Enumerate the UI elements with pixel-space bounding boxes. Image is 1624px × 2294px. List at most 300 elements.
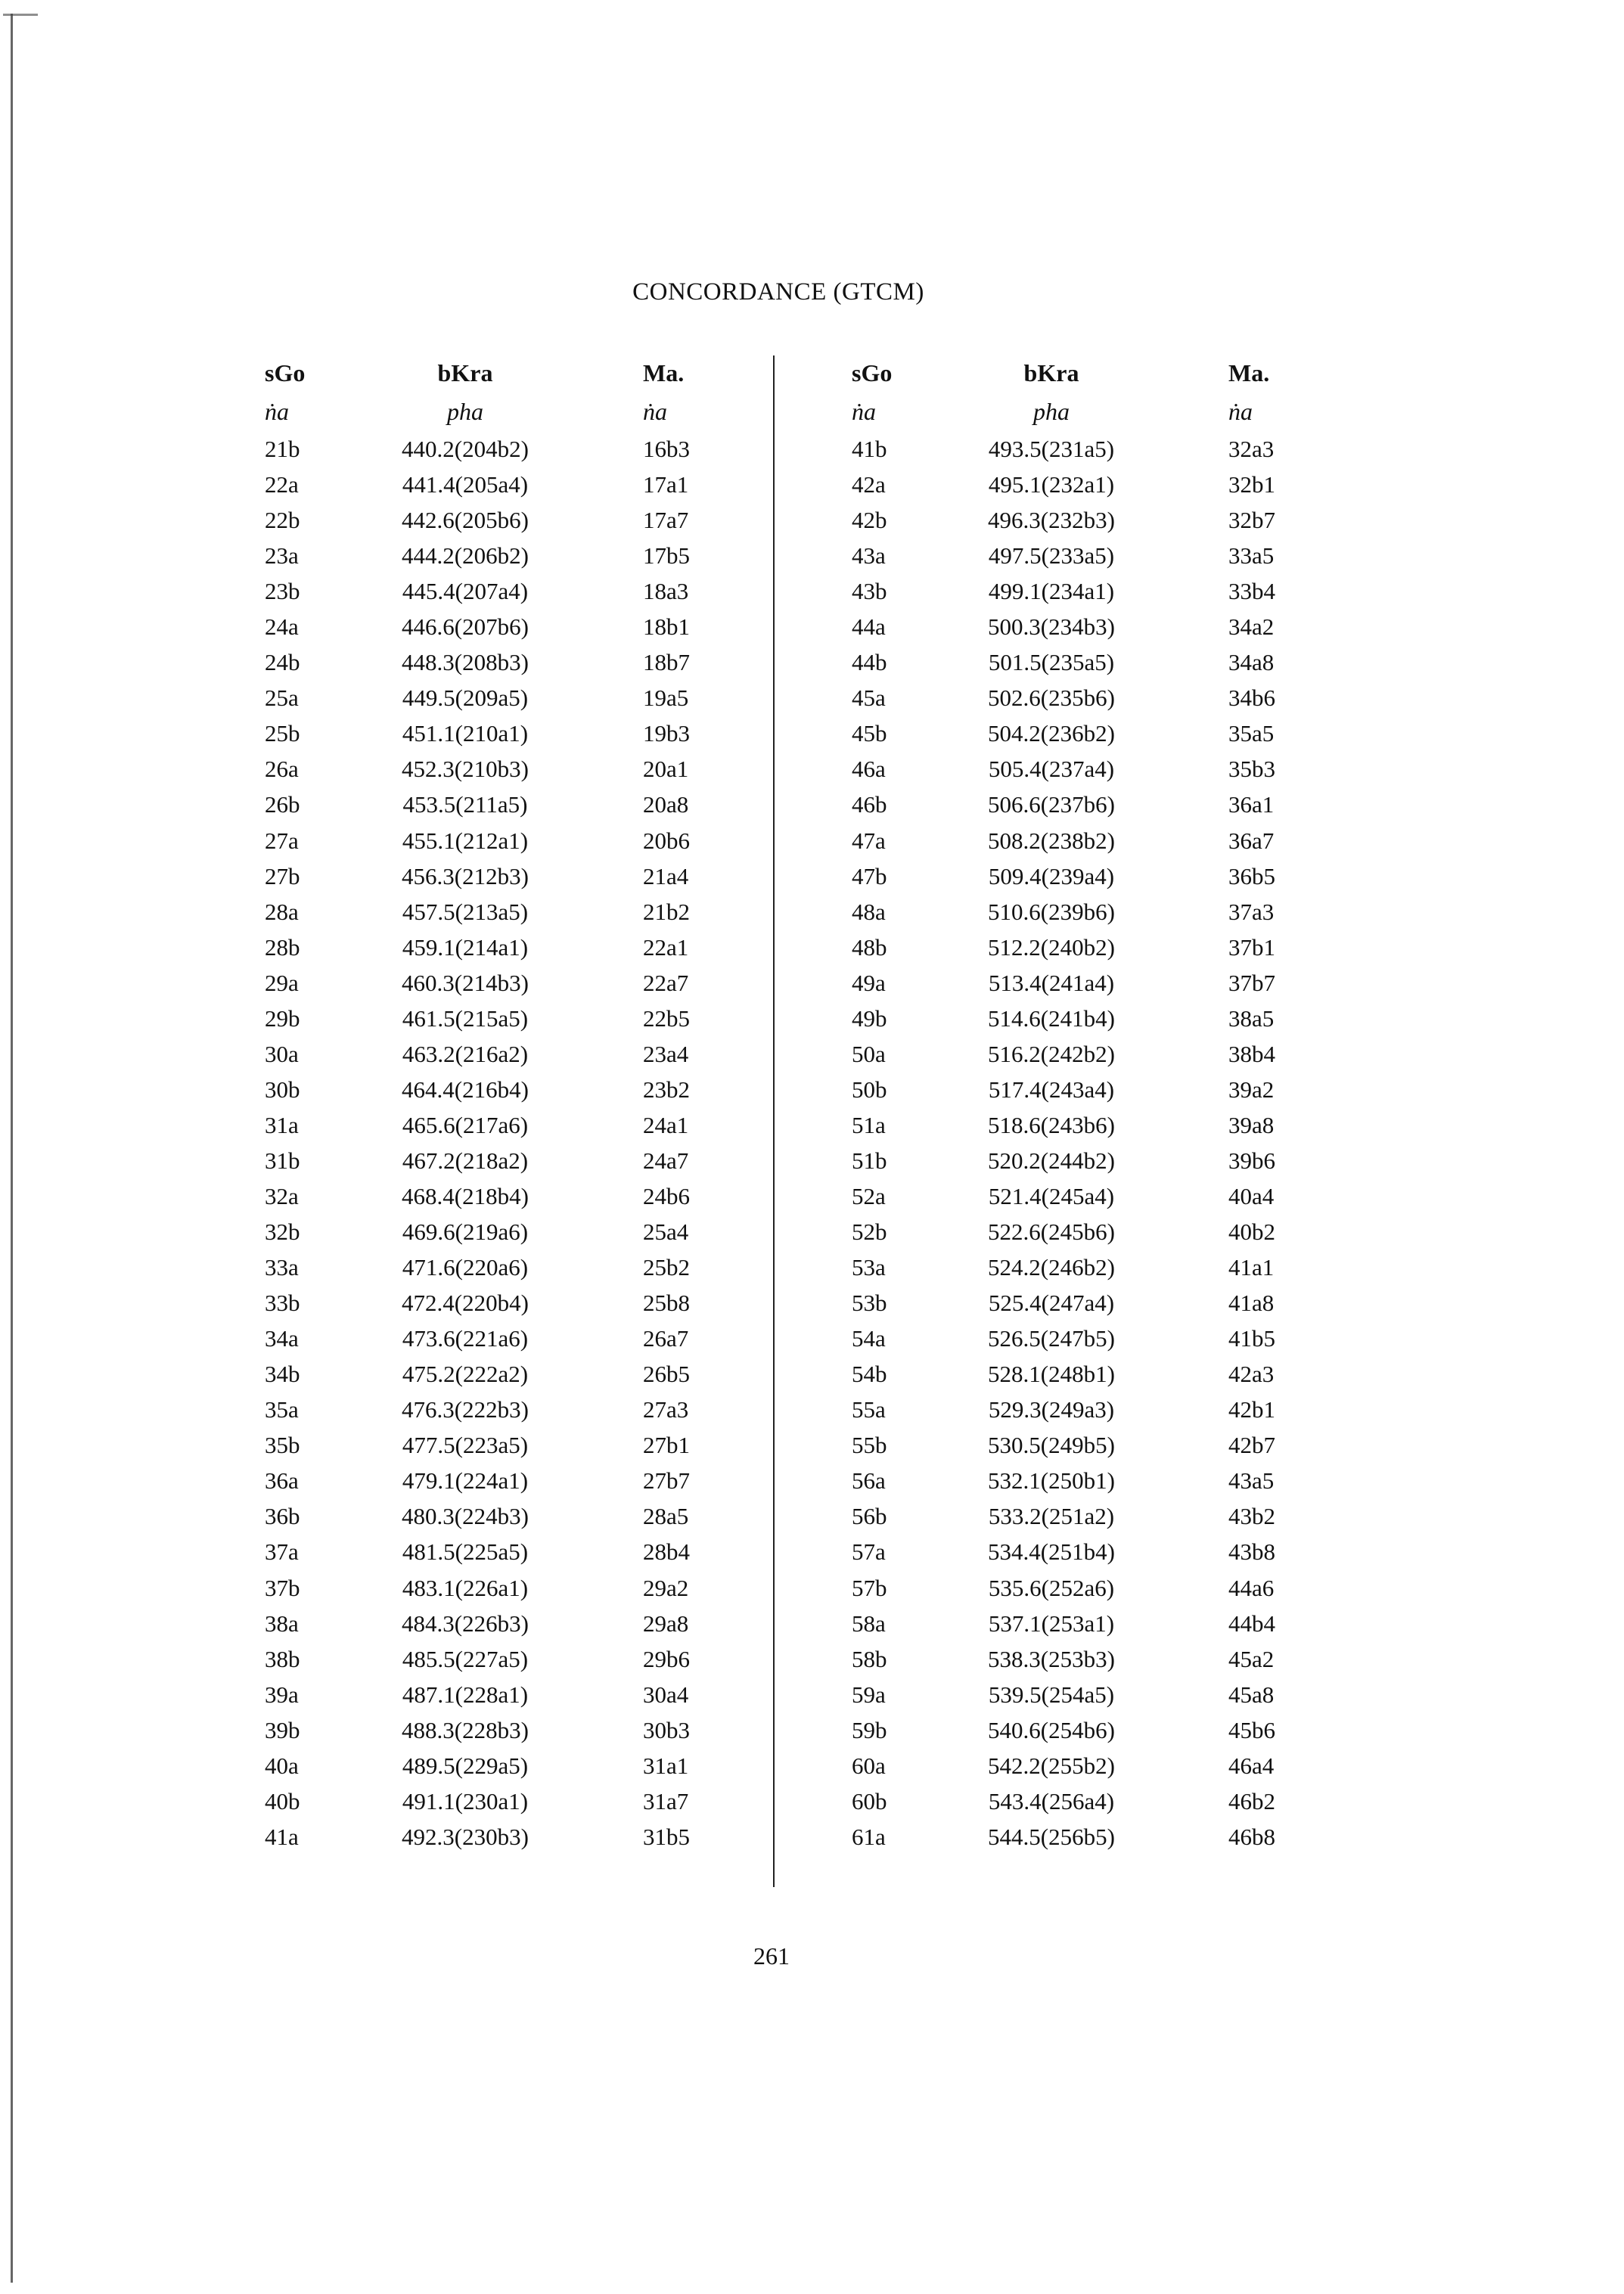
ma-cell: 45a2 [1228,1645,1275,1672]
table-body [250,431,824,1855]
table-row [250,1606,824,1641]
table-row [832,787,1407,822]
sgo-cell: 57a [852,1538,886,1566]
page-title: CONCORDANCE (GTCM) [632,278,924,306]
table-row [832,1392,1407,1427]
bkra-cell: 457.5(213a5) [402,898,529,925]
ma-cell: 24a7 [643,1147,689,1174]
bkra-cell: 538.3(253b3) [988,1645,1115,1672]
bkra-cell: 487.1(228a1) [402,1681,529,1708]
ma-cell: 31a7 [643,1787,689,1814]
bkra-cell: 517.4(243a4) [988,1076,1115,1103]
sgo-cell: 59a [852,1681,886,1708]
ma-cell: 36a1 [1228,791,1275,818]
header-ma: Ma. [643,359,685,386]
ma-cell: 46b2 [1228,1787,1275,1814]
bkra-cell: 510.6(239b6) [988,898,1115,925]
sgo-cell: 55b [852,1432,887,1459]
bkra-cell: 526.5(247b5) [988,1325,1115,1352]
header-row [250,354,824,392]
bkra-cell: 456.3(212b3) [402,862,529,889]
ma-cell: 17a7 [643,507,689,534]
table-row [832,1036,1407,1072]
sgo-cell: 53b [852,1290,887,1317]
table-row [832,858,1407,894]
bkra-cell: 465.6(217a6) [402,1111,529,1138]
ma-cell: 42b1 [1228,1396,1275,1423]
table-row [250,1285,824,1321]
ma-cell: 45b6 [1228,1716,1275,1743]
bkra-cell: 501.5(235a5) [988,649,1115,676]
bkra-cell: 479.1(224a1) [402,1467,529,1495]
sgo-cell: 35a [265,1396,299,1423]
table-row [250,1178,824,1214]
sgo-cell: 29b [265,1004,300,1032]
table-row [250,894,824,930]
ma-cell: 21b2 [643,898,690,925]
sgo-cell: 37b [265,1574,300,1601]
table-row [832,1214,1407,1249]
bkra-cell: 446.6(207b6) [402,613,529,641]
bkra-cell: 461.5(215a5) [402,1004,529,1032]
sgo-cell: 38b [265,1645,300,1672]
sgo-cell: 33b [265,1290,300,1317]
sgo-cell: 48b [852,933,887,961]
sgo-cell: 61a [852,1823,886,1850]
sgo-cell: 45a [852,684,886,712]
bkra-cell: 452.3(210b3) [402,756,529,783]
ma-cell: 34b6 [1228,684,1275,712]
table-row [250,1392,824,1427]
bkra-cell: 521.4(245a4) [988,1182,1115,1209]
table-row [832,1783,1407,1819]
table-row [832,1427,1407,1463]
table-row [832,1285,1407,1321]
table-row [832,680,1407,716]
column-divider [773,355,775,1887]
subheader-row [250,392,824,431]
ma-cell: 22b5 [643,1004,690,1032]
header-row [832,354,1407,392]
table-row [832,467,1407,502]
ma-cell: 16b3 [643,436,690,462]
ma-cell: 33b4 [1228,578,1275,605]
bkra-cell: 469.6(219a6) [402,1218,529,1246]
ma-cell: 20b6 [643,827,690,854]
bkra-cell: 506.6(237b6) [988,791,1115,818]
table-row [832,1463,1407,1498]
sgo-cell: 41b [852,436,887,462]
sgo-cell: 42a [852,471,886,498]
bkra-cell: 475.2(222a2) [402,1361,529,1388]
bkra-cell: 516.2(242b2) [988,1040,1115,1067]
table-row [832,716,1407,751]
bkra-cell: 453.5(211a5) [402,791,528,818]
sgo-cell: 26a [265,756,299,783]
sgo-cell: 49a [852,969,886,996]
bkra-cell: 444.2(206b2) [402,542,529,570]
sgo-cell: 39a [265,1681,299,1708]
subheader-ma: ṅa [1228,398,1253,425]
table-body [832,431,1407,1855]
ma-cell: 33a5 [1228,542,1275,570]
ma-cell: 40a4 [1228,1182,1275,1209]
ma-cell: 19b3 [643,720,690,747]
bkra-cell: 495.1(232a1) [988,471,1115,498]
bkra-cell: 500.3(234b3) [988,613,1115,641]
ma-cell: 42a3 [1228,1361,1275,1388]
bkra-cell: 534.4(251b4) [988,1538,1115,1566]
ma-cell: 35b3 [1228,756,1275,783]
bkra-cell: 471.6(220a6) [402,1254,529,1281]
sgo-cell: 56b [852,1503,887,1530]
ma-cell: 19a5 [643,684,689,712]
table-row [832,930,1407,965]
ma-cell: 38a5 [1228,1004,1275,1032]
ma-cell: 18a3 [643,578,689,605]
bkra-cell: 509.4(239a4) [988,862,1115,889]
table-row [832,1641,1407,1677]
table-row [832,609,1407,644]
ma-cell: 26b5 [643,1361,690,1388]
sgo-cell: 37a [265,1538,299,1566]
ma-cell: 28b4 [643,1538,690,1566]
sgo-cell: 48a [852,898,886,925]
ma-cell: 43b8 [1228,1538,1275,1566]
subheader-sgo: ṅa [265,398,289,425]
sgo-cell: 60b [852,1787,887,1814]
ma-cell: 39a2 [1228,1076,1275,1103]
table-row [250,1001,824,1036]
ma-cell: 35a5 [1228,720,1275,747]
sgo-cell: 34a [265,1325,299,1352]
table-row [250,431,824,467]
ma-cell: 22a7 [643,969,689,996]
bkra-cell: 488.3(228b3) [402,1716,529,1743]
sgo-cell: 33a [265,1254,299,1281]
ma-cell: 32a3 [1228,436,1275,462]
table-row [250,1072,824,1107]
bkra-cell: 543.4(256a4) [988,1787,1115,1814]
sgo-cell: 36b [265,1503,300,1530]
table-row [250,609,824,644]
bkra-cell: 522.6(245b6) [988,1218,1115,1246]
sgo-cell: 35b [265,1432,300,1459]
table-row [250,680,824,716]
sgo-cell: 43a [852,542,886,570]
ma-cell: 46a4 [1228,1752,1275,1779]
table-row [832,538,1407,573]
bkra-cell: 504.2(236b2) [988,720,1115,747]
bkra-cell: 483.1(226a1) [402,1574,529,1601]
sgo-cell: 22b [265,507,300,534]
ma-cell: 41b5 [1228,1325,1275,1352]
ma-cell: 29b6 [643,1645,690,1672]
table-row [250,1321,824,1356]
sgo-cell: 32b [265,1218,300,1246]
sgo-cell: 51a [852,1111,886,1138]
bkra-cell: 544.5(256b5) [988,1823,1115,1850]
sgo-cell: 31b [265,1147,300,1174]
bkra-cell: 529.3(249a3) [988,1396,1115,1423]
ma-cell: 45a8 [1228,1681,1275,1708]
ma-cell: 27b1 [643,1432,690,1459]
sgo-cell: 23b [265,578,300,605]
ma-cell: 34a2 [1228,613,1275,641]
table-row [250,787,824,822]
bkra-cell: 499.1(234a1) [988,578,1115,605]
table-row [832,1748,1407,1783]
ma-cell: 22a1 [643,933,689,961]
table-row [250,1641,824,1677]
table-row [250,538,824,573]
bkra-cell: 440.2(204b2) [402,436,529,462]
ma-cell: 31b5 [643,1823,690,1850]
bkra-cell: 491.1(230a1) [402,1787,529,1814]
ma-cell: 30a4 [643,1681,689,1708]
table-row [250,1036,824,1072]
table-row [832,1498,1407,1534]
ma-cell: 21a4 [643,862,689,889]
bkra-cell: 502.6(235b6) [988,684,1115,712]
sgo-cell: 29a [265,969,299,996]
sgo-cell: 34b [265,1361,300,1388]
ma-cell: 44b4 [1228,1610,1275,1637]
table-row [250,1570,824,1606]
ma-cell: 29a2 [643,1574,689,1601]
table-row [832,1677,1407,1712]
sgo-cell: 30b [265,1076,300,1103]
sgo-cell: 40b [265,1787,300,1814]
table-row [832,1606,1407,1641]
header-sgo: sGo [265,359,306,386]
table-row [832,965,1407,1001]
table-row [832,1534,1407,1569]
table-row [832,1143,1407,1178]
table-row [250,1427,824,1463]
table-row [250,965,824,1001]
table-row [250,644,824,680]
sgo-cell: 32a [265,1182,299,1209]
header-sgo: sGo [852,359,893,386]
sgo-cell: 25b [265,720,300,747]
ma-cell: 37b1 [1228,933,1275,961]
ma-cell: 36b5 [1228,862,1275,889]
table-row [250,823,824,858]
sgo-cell: 44b [852,649,887,676]
bkra-cell: 520.2(244b2) [988,1147,1115,1174]
ma-cell: 26a7 [643,1325,689,1352]
table-row [250,1356,824,1392]
ma-cell: 18b7 [643,649,690,676]
sgo-cell: 24b [265,649,300,676]
bkra-cell: 484.3(226b3) [402,1610,529,1637]
bkra-cell: 451.1(210a1) [402,720,529,747]
table-row [832,894,1407,930]
ma-cell: 23b2 [643,1076,690,1103]
ma-cell: 38b4 [1228,1040,1275,1067]
table-row [832,1819,1407,1855]
sgo-cell: 52a [852,1182,886,1209]
bkra-cell: 476.3(222b3) [402,1396,529,1423]
ma-cell: 36a7 [1228,827,1275,854]
bkra-cell: 492.3(230b3) [402,1823,529,1850]
sgo-cell: 24a [265,613,299,641]
ma-cell: 43a5 [1228,1467,1275,1495]
table-row [250,1498,824,1534]
ma-cell: 27b7 [643,1467,690,1495]
table-row [832,1001,1407,1036]
table-row [832,1356,1407,1392]
ma-cell: 42b7 [1228,1432,1275,1459]
header-ma: Ma. [1228,359,1270,386]
bkra-cell: 508.2(238b2) [988,827,1115,854]
sgo-cell: 40a [265,1752,299,1779]
table-row [832,644,1407,680]
table-row [832,502,1407,538]
bkra-cell: 505.4(237a4) [988,756,1115,783]
sgo-cell: 38a [265,1610,299,1637]
table-row [250,1463,824,1498]
ma-cell: 24a1 [643,1111,689,1138]
sgo-cell: 54b [852,1361,887,1388]
table-row [250,858,824,894]
table-row [250,1107,824,1143]
ma-cell: 32b1 [1228,471,1275,498]
table-row [832,1321,1407,1356]
table-row [832,431,1407,467]
bkra-cell: 485.5(227a5) [402,1645,529,1672]
sgo-cell: 22a [265,471,299,498]
bkra-cell: 481.5(225a5) [402,1538,529,1566]
bkra-cell: 525.4(247a4) [988,1290,1115,1317]
sgo-cell: 31a [265,1111,299,1138]
table-row [832,1107,1407,1143]
sgo-cell: 47a [852,827,886,854]
bkra-cell: 514.6(241b4) [988,1004,1115,1032]
bkra-cell: 455.1(212a1) [402,827,529,854]
bkra-cell: 528.1(248b1) [988,1361,1115,1388]
table-row [250,1819,824,1855]
table-row [832,1072,1407,1107]
table-row [250,502,824,538]
sgo-cell: 39b [265,1716,300,1743]
bkra-cell: 449.5(209a5) [402,684,529,712]
bkra-cell: 489.5(229a5) [402,1752,529,1779]
bkra-cell: 480.3(224b3) [402,1503,529,1530]
bkra-cell: 513.4(241a4) [988,969,1115,996]
table-row [250,467,824,502]
sgo-cell: 28b [265,933,300,961]
ma-cell: 20a8 [643,791,689,818]
sgo-cell: 50b [852,1076,887,1103]
ma-cell: 20a1 [643,756,689,783]
sgo-cell: 57b [852,1574,887,1601]
bkra-cell: 493.5(231a5) [988,436,1115,462]
bkra-cell: 477.5(223a5) [402,1432,529,1459]
ma-cell: 25b2 [643,1254,690,1281]
sgo-cell: 27a [265,827,299,854]
table-row [250,1677,824,1712]
sgo-cell: 25a [265,684,299,712]
sgo-cell: 36a [265,1467,299,1495]
ma-cell: 28a5 [643,1503,689,1530]
sgo-cell: 52b [852,1218,887,1246]
ma-cell: 17b5 [643,542,690,570]
sgo-cell: 27b [265,862,300,889]
subheader-sgo: ṅa [852,398,876,425]
bkra-cell: 537.1(253a1) [988,1610,1115,1637]
bkra-cell: 445.4(207a4) [402,578,529,605]
bkra-cell: 497.5(233a5) [988,542,1115,570]
bkra-cell: 468.4(218b4) [402,1182,529,1209]
bkra-cell: 442.6(205b6) [402,507,529,534]
ma-cell: 29a8 [643,1610,689,1637]
subheader-row [832,392,1407,431]
table-row [832,823,1407,858]
sgo-cell: 53a [852,1254,886,1281]
bkra-cell: 512.2(240b2) [988,933,1115,961]
ma-cell: 37a3 [1228,898,1275,925]
table-row [250,1143,824,1178]
sgo-cell: 42b [852,507,887,534]
concordance-table-left [250,354,824,1855]
table-row [832,573,1407,609]
table-row [250,1214,824,1249]
bkra-cell: 533.2(251a2) [988,1503,1115,1530]
bkra-cell: 539.5(254a5) [988,1681,1115,1708]
sgo-cell: 59b [852,1716,887,1743]
header-bkra: bKra [1023,359,1079,386]
header-bkra: bKra [437,359,493,386]
bkra-cell: 473.6(221a6) [402,1325,529,1352]
sgo-cell: 46a [852,756,886,783]
table-row [832,1178,1407,1214]
ma-cell: 39b6 [1228,1147,1275,1174]
bkra-cell: 472.4(220b4) [402,1290,529,1317]
table-row [832,751,1407,787]
ma-cell: 24b6 [643,1182,690,1209]
bkra-cell: 464.4(216b4) [402,1076,529,1103]
sgo-cell: 30a [265,1040,299,1067]
table-row [250,1783,824,1819]
ma-cell: 39a8 [1228,1111,1275,1138]
ma-cell: 41a8 [1228,1290,1275,1317]
ma-cell: 46b8 [1228,1823,1275,1850]
table-row [250,716,824,751]
ma-cell: 34a8 [1228,649,1275,676]
sgo-cell: 23a [265,542,299,570]
sgo-cell: 45b [852,720,887,747]
sgo-cell: 55a [852,1396,886,1423]
table-row [250,1249,824,1285]
bkra-cell: 459.1(214a1) [402,933,529,961]
subheader-bkra: pha [447,398,483,425]
bkra-cell: 532.1(250b1) [988,1467,1115,1495]
sgo-cell: 43b [852,578,887,605]
scan-edge-mark [3,14,38,16]
ma-cell: 27a3 [643,1396,689,1423]
table-row [250,1712,824,1748]
sgo-cell: 51b [852,1147,887,1174]
page-number: 261 [753,1942,790,1970]
ma-cell: 43b2 [1228,1503,1275,1530]
bkra-cell: 530.5(249b5) [988,1432,1115,1459]
sgo-cell: 41a [265,1823,299,1850]
bkra-cell: 518.6(243b6) [988,1111,1115,1138]
bkra-cell: 496.3(232b3) [988,507,1115,534]
sgo-cell: 56a [852,1467,886,1495]
